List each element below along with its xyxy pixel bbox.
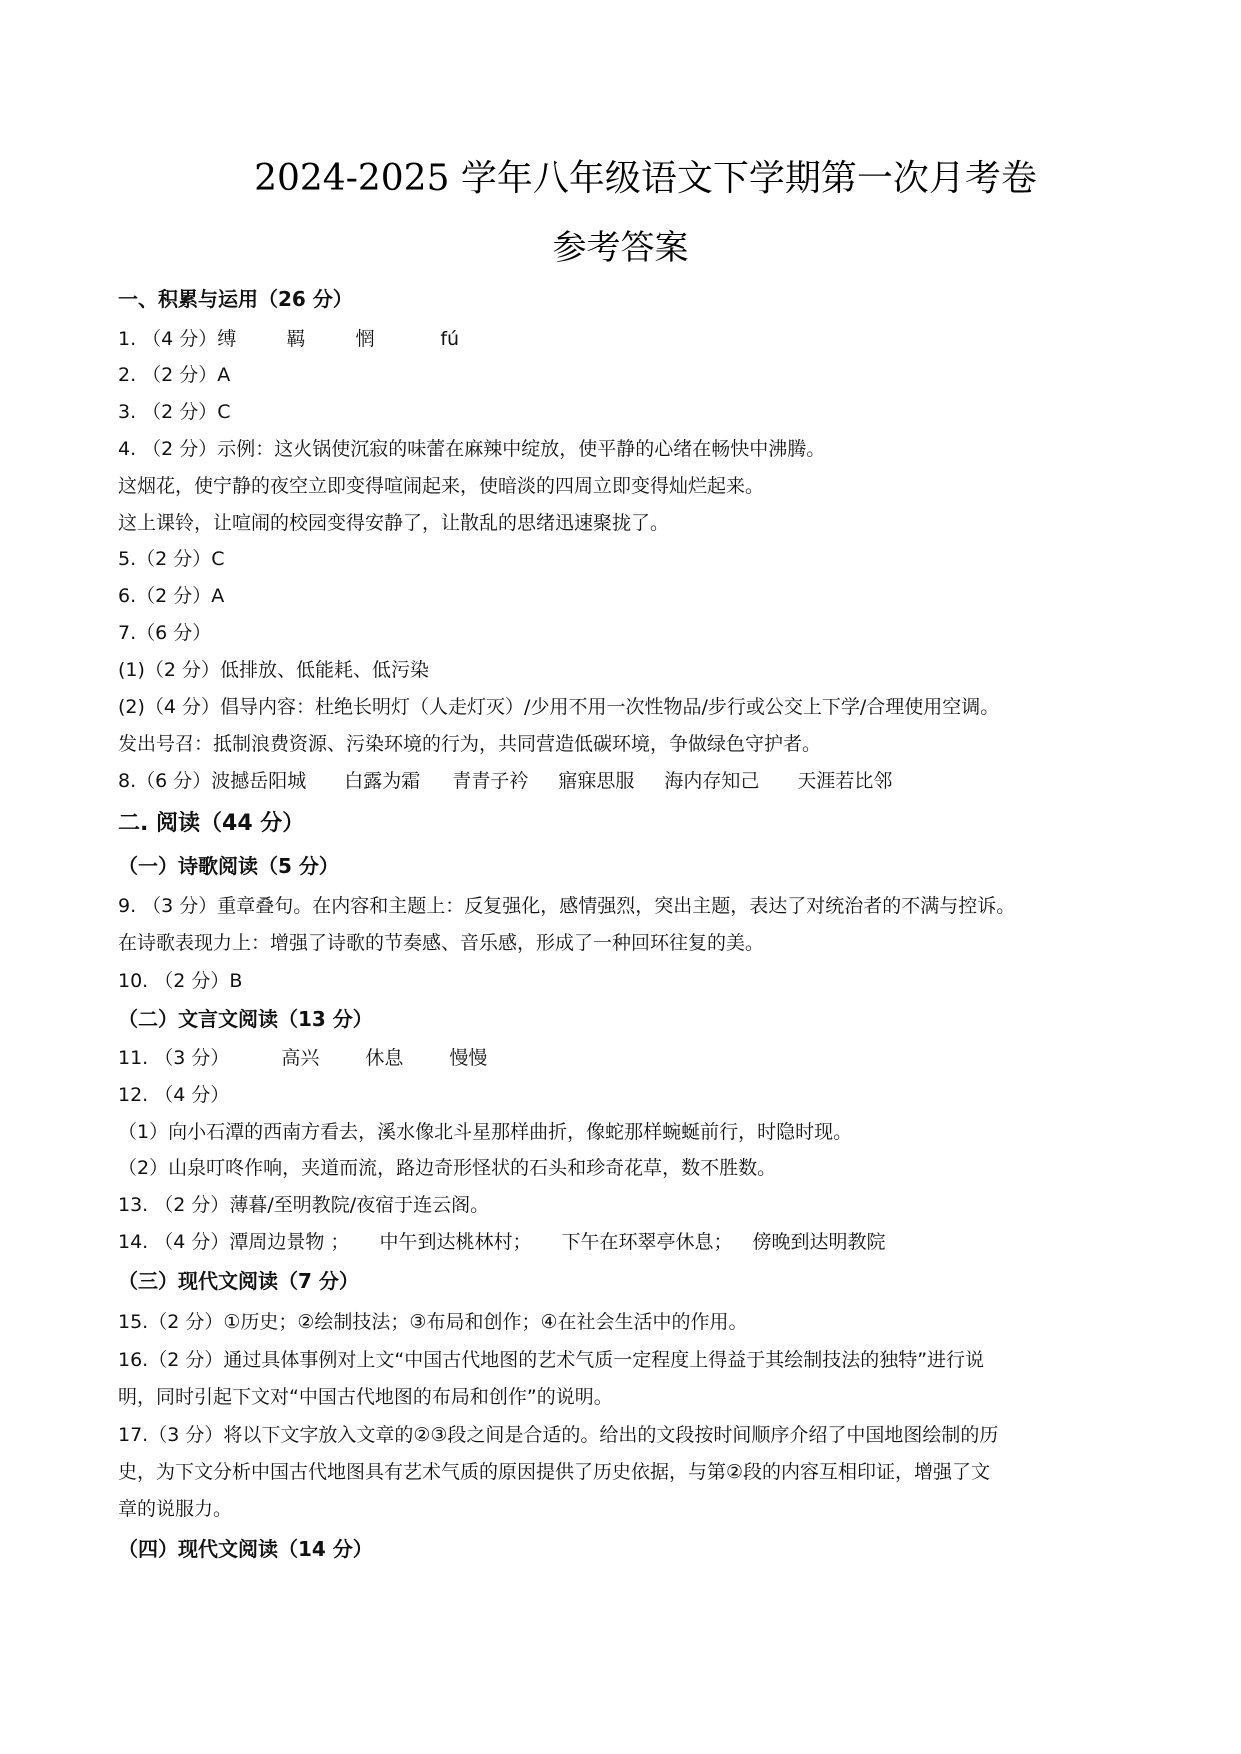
answer-q15: 15.（2 分）①历史；②绘制技法；③布局和创作；④在社会生活中的作用。 bbox=[118, 1311, 748, 1333]
q14-answer-2: 中午到达桃林村； bbox=[379, 1231, 532, 1253]
answer-q16-line1: 16.（2 分）通过具体事例对上文“中国古代地图的艺术气质一定程度上得益于其绘制技法的独特”进行说 bbox=[118, 1349, 985, 1371]
q11-answer-1: 高兴 bbox=[281, 1047, 320, 1069]
answer-q4-line3: 这上课铃，让喧闹的校园变得安静了，让散乱的思绪迅速聚拢了。 bbox=[118, 512, 670, 534]
answer-q11 bbox=[118, 1045, 487, 1071]
q1-answer-2: 羁 bbox=[286, 328, 306, 350]
part-heading-modern-2: （四）现代文阅读（14 分） bbox=[118, 1537, 373, 1561]
answer-q3: 3. （2 分）C bbox=[118, 401, 231, 423]
answer-q4-line1: 4. （2 分）示例：这火锅使沉寂的味蕾在麻辣中绽放，使平静的心绪在畅快中沸腾。 bbox=[118, 438, 826, 460]
answer-q1 bbox=[118, 326, 459, 352]
q8-answer-1: 波撼岳阳城 bbox=[211, 770, 307, 792]
answer-q7-part1: (1)（2 分）低排放、低能耗、低污染 bbox=[118, 659, 430, 681]
answer-q12-part1: （1）向小石潭的西南方看去，溪水像北斗星那样曲折，像蛇那样蜿蜒前行，时隐时现。 bbox=[118, 1121, 853, 1143]
q8-answer-3: 青青子衿 bbox=[452, 770, 529, 792]
part-heading-poetry: （一）诗歌阅读（5 分） bbox=[118, 854, 339, 878]
q11-answer-2: 休息 bbox=[365, 1047, 404, 1069]
q8-answer-4: 寤寐思服 bbox=[558, 770, 635, 792]
answer-q6: 6.（2 分）A bbox=[118, 585, 225, 607]
q8-answer-6: 天涯若比邻 bbox=[797, 770, 893, 792]
section-heading-accumulation: 一、积累与运用（26 分） bbox=[118, 287, 353, 311]
document-title: 2024-2025 学年八年级语文下学期第一次月考卷 bbox=[254, 158, 1037, 199]
answer-q10: 10. （2 分）B bbox=[118, 970, 243, 992]
answer-q13: 13. （2 分）薄暮/至明教院/夜宿于连云阁。 bbox=[118, 1194, 490, 1216]
answer-q17-line1: 17.（3 分）将以下文字放入文章的②③段之间是合适的。给出的文段按时间顺序介绍了中国地图绘制的历 bbox=[118, 1424, 999, 1446]
answer-q5: 5.（2 分）C bbox=[118, 548, 225, 570]
answer-q9-line2: 在诗歌表现力上：增强了诗歌的节奏感、音乐感，形成了一种回环往复的美。 bbox=[118, 932, 765, 954]
answer-q17-line3: 章的说服力。 bbox=[118, 1498, 233, 1520]
document-subtitle: 参考答案 bbox=[552, 228, 689, 268]
q1-answer-3: 惘 bbox=[355, 328, 375, 350]
answer-q7-part2: (2)（4 分）倡导内容：杜绝长明灯（人走灯灭）/少用不用一次性物品/步行或公交上下学/合理使用空调。 bbox=[118, 696, 1000, 718]
answer-q2: 2. （2 分）A bbox=[118, 364, 231, 386]
q1-answer-1: 缚 bbox=[217, 328, 237, 350]
q14-label: 14. （4 分） bbox=[118, 1231, 230, 1253]
answer-q12-part2: （2）山泉叮咚作响，夹道而流，路边奇形怪状的石头和珍奇花草，数不胜数。 bbox=[118, 1157, 777, 1179]
q8-answer-2: 白露为霜 bbox=[344, 770, 421, 792]
q14-answer-4: 傍晚到达明教院 bbox=[752, 1231, 886, 1253]
answer-q9-line1: 9. （3 分）重章叠句。在内容和主题上：反复强化，感情强烈，突出主题，表达了对统治者的不满与控诉。 bbox=[118, 895, 1016, 917]
answer-q7-label: 7.（6 分） bbox=[118, 622, 212, 644]
answer-q12-label: 12. （4 分） bbox=[118, 1084, 230, 1106]
q1-answer-4: fú bbox=[440, 328, 460, 350]
part-heading-modern-1: （三）现代文阅读（7 分） bbox=[118, 1269, 359, 1293]
q1-label: 1. （4 分） bbox=[118, 328, 218, 350]
answer-q7-part3: 发出号召：抵制浪费资源、污染环境的行为，共同营造低碳环境，争做绿色守护者。 bbox=[118, 733, 822, 755]
section-heading-reading: 二. 阅读（44 分） bbox=[118, 811, 305, 836]
q14-answer-1: 潭周边景物 ； bbox=[229, 1231, 350, 1253]
answer-q14 bbox=[118, 1229, 885, 1255]
answer-q16-line2: 明，同时引起下文对“中国古代地图的布局和创作”的说明。 bbox=[118, 1386, 613, 1408]
answer-q8 bbox=[118, 768, 892, 794]
q11-label: 11. （3 分） bbox=[118, 1047, 230, 1069]
answer-q4-line2: 这烟花，使宁静的夜空立即变得喧闹起来，使暗淡的四周立即变得灿烂起来。 bbox=[118, 475, 765, 497]
q11-answer-3: 慢慢 bbox=[449, 1047, 488, 1069]
q8-label: 8.（6 分） bbox=[118, 770, 212, 792]
q8-answer-5: 海内存知己 bbox=[664, 770, 760, 792]
q14-answer-3: 下午在环翠亭休息； bbox=[561, 1231, 733, 1253]
part-heading-classical: （二）文言文阅读（13 分） bbox=[118, 1007, 373, 1031]
answer-q17-line2: 史，为下文分析中国古代地图具有艺术气质的原因提供了历史依据，与第②段的内容互相印证，增强了文 bbox=[118, 1461, 991, 1483]
